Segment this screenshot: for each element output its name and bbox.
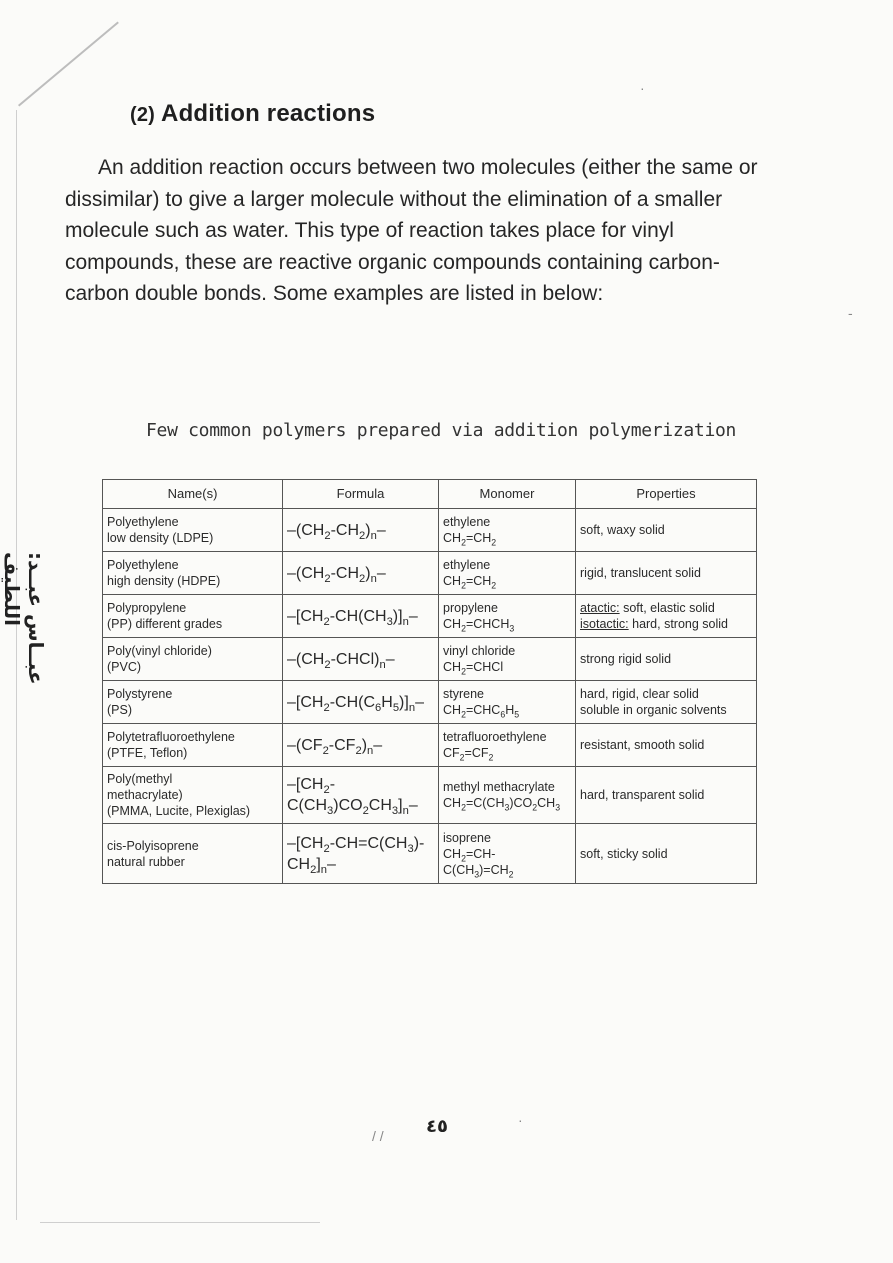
section-heading [130,100,375,128]
cell-properties: soft, sticky solid [576,824,757,884]
scan-corner-fold [18,21,119,106]
cell-name: Polyethylene high density (HDPE) [103,552,283,595]
cell-formula: $-(CH_2-CHCl)_n-$ [283,638,439,681]
cell-name: Poly(vinyl chloride) (PVC) [103,638,283,681]
cell-properties: atactic: soft, elastic solid isotactic: hard, strong solid [576,595,757,638]
cell-name: cis-Polyisoprene natural rubber [103,824,283,884]
table-header-row [103,480,757,509]
header-name: Name(s) [103,480,283,509]
cell-properties: strong rigid solid [576,638,757,681]
cell-monomer: tetrafluoroethylene $CF_2=CF_2$ [439,724,576,767]
header-properties: Properties [576,480,757,509]
scan-speck: - [848,305,853,321]
cell-monomer: isoprene $CH_2=CH-$ $C(CH_3)=CH_2$ [439,824,576,884]
cell-formula: $-(CH_2-CH_2)_n-$ [283,509,439,552]
section-title: Addition reactions [161,100,376,127]
cell-formula: $-(CF_2-CF_2)_n-$ [283,724,439,767]
table-row [103,509,757,552]
cell-properties: hard, transparent solid [576,767,757,824]
cell-name: Polystyrene (PS) [103,681,283,724]
table-row [103,824,757,884]
header-formula: Formula [283,480,439,509]
intro-paragraph [65,152,765,310]
page-number: ٤٥ [426,1116,448,1136]
cell-properties: rigid, translucent solid [576,552,757,595]
table-row [103,767,757,824]
scan-edge [16,110,17,1220]
cell-formula: $-[CH_2-CH(CH_3)]_n-$ [283,595,439,638]
table-row [103,724,757,767]
table-row [103,595,757,638]
cell-monomer: styrene $CH_2=CHC_6H_5$ [439,681,576,724]
section-number: (2) [130,104,156,126]
cell-formula: $-[CH_2-CH=C(CH_3)-$ $CH_2]_n-$ [283,824,439,884]
table-caption: Few common polymers prepared via addition polymerization [146,420,737,441]
cell-properties: resistant, smooth solid [576,724,757,767]
table-body [103,509,757,884]
cell-monomer: ethylene $CH_2=CH_2$ [439,509,576,552]
scan-bottom-edge [40,1222,320,1223]
scan-speck: · [640,80,645,96]
cell-name: Polyethylene low density (LDPE) [103,509,283,552]
cell-name: Poly(methyl methacrylate) (PMMA, Lucite, Plexiglas) [103,767,283,824]
cell-monomer: vinyl chloride $CH_2=CHCl$ [439,638,576,681]
polymers-table [102,479,757,884]
scan-speck: · [518,1112,523,1128]
header-monomer: Monomer [439,480,576,509]
cell-monomer: propylene $CH_2=CHCH_3$ [439,595,576,638]
cell-monomer: methyl methacrylate $CH_2=C(CH_3)CO_2CH_3$ [439,767,576,824]
cell-name: Polytetrafluoroethylene (PTFE, Teflon) [103,724,283,767]
table-row [103,552,757,595]
side-note-arabic: :عبــاس عبــد اللطيف [0,552,48,685]
cell-monomer: ethylene $CH_2=CH_2$ [439,552,576,595]
cell-properties: hard, rigid, clear solid soluble in organic solvents [576,681,757,724]
table-row [103,638,757,681]
cell-formula: $-[CH_2-$ $C(CH_3)CO_2CH_3]_n-$ [283,767,439,824]
cell-name: Polypropylene (PP) different grades [103,595,283,638]
table-row [103,681,757,724]
intro-text: An addition reaction occurs between two molecules (either the same or dissimilar) to give a larger molecule without the elimination of a smaller molecule such as water. This type of reaction takes place for vinyl compounds, these are reactive organic compounds containing carbon-carbon double bonds. Some examples are listed in below: [65,156,758,305]
scan-speck: / / [372,1128,384,1144]
cell-formula: $-(CH_2-CH_2)_n-$ [283,552,439,595]
cell-properties: soft, waxy solid [576,509,757,552]
cell-formula: $-[CH_2-CH(C_6H_5)]_n-$ [283,681,439,724]
